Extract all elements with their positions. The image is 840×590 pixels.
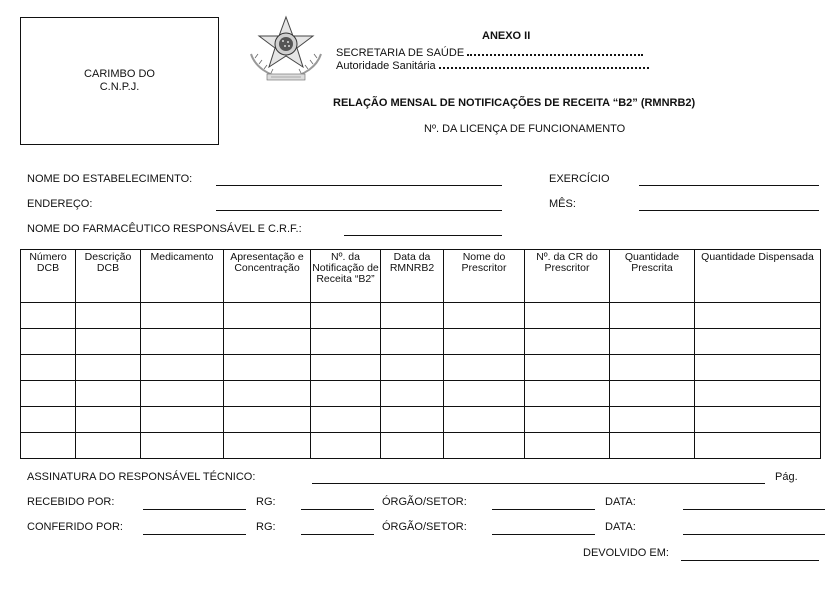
establishment-label: NOME DO ESTABELECIMENTO: (27, 173, 193, 185)
table-cell[interactable] (444, 433, 525, 459)
table-row (21, 329, 821, 355)
table-cell[interactable] (224, 407, 311, 433)
table-cell[interactable] (141, 407, 224, 433)
table-cell[interactable] (141, 355, 224, 381)
table-cell[interactable] (224, 303, 311, 329)
table-cell[interactable] (695, 381, 821, 407)
table-cell[interactable] (311, 381, 381, 407)
license-label: Nº. DA LICENÇA DE FUNCIONAMENTO (424, 123, 626, 135)
table-cell[interactable] (141, 329, 224, 355)
exercise-label: EXERCÍCIO (549, 173, 610, 185)
table-cell[interactable] (76, 407, 141, 433)
table-cell[interactable] (311, 329, 381, 355)
table-cell[interactable] (525, 407, 610, 433)
table-cell[interactable] (311, 407, 381, 433)
table-cell[interactable] (381, 303, 444, 329)
table-cell[interactable] (525, 381, 610, 407)
table-cell[interactable] (76, 329, 141, 355)
table-cell[interactable] (525, 433, 610, 459)
table-cell[interactable] (311, 355, 381, 381)
stamp-label-line1: CARIMBO DO (84, 68, 155, 80)
checked-rg-label: RG: (256, 521, 276, 533)
table-cell[interactable] (21, 329, 76, 355)
table-cell[interactable] (21, 407, 76, 433)
exercise-field[interactable] (639, 185, 819, 186)
checked-organ-label: ÓRGÃO/SETOR: (382, 521, 467, 533)
table-cell[interactable] (76, 355, 141, 381)
secretariat-label: SECRETARIA DE SAÚDE (336, 47, 465, 59)
annex-title: ANEXO II (482, 30, 531, 42)
cnpj-stamp-box (20, 17, 219, 145)
table-cell[interactable] (444, 355, 525, 381)
received-date-label: DATA: (605, 496, 636, 508)
checked-by-label: CONFERIDO POR: (27, 521, 123, 533)
address-field[interactable] (216, 210, 502, 211)
table-cell[interactable] (610, 407, 695, 433)
checked-by-field[interactable] (143, 534, 246, 535)
received-rg-label: RG: (256, 496, 276, 508)
secretariat-dotted-line (467, 46, 643, 56)
received-date-field[interactable] (683, 509, 825, 510)
table-cell[interactable] (76, 303, 141, 329)
establishment-field[interactable] (216, 185, 502, 186)
col-header: Número DCB (21, 250, 76, 303)
report-title: RELAÇÃO MENSAL DE NOTIFICAÇÕES DE RECEITA “B2” (RMNRB2) (333, 97, 696, 109)
table-cell[interactable] (695, 407, 821, 433)
table-row (21, 407, 821, 433)
table-cell[interactable] (141, 433, 224, 459)
secretariat-line (336, 46, 643, 60)
received-organ-label: ÓRGÃO/SETOR: (382, 496, 467, 508)
table-cell[interactable] (444, 407, 525, 433)
table-cell[interactable] (76, 381, 141, 407)
table-cell[interactable] (695, 355, 821, 381)
returned-label: DEVOLVIDO EM: (583, 547, 669, 559)
table-cell[interactable] (525, 329, 610, 355)
table-cell[interactable] (381, 407, 444, 433)
col-header: Nome do Prescritor (444, 250, 525, 303)
col-header: Descrição DCB (76, 250, 141, 303)
table-cell[interactable] (610, 355, 695, 381)
month-field[interactable] (639, 210, 819, 211)
table-cell[interactable] (21, 433, 76, 459)
signature-label: ASSINATURA DO RESPONSÁVEL TÉCNICO: (27, 471, 256, 483)
table-cell[interactable] (224, 381, 311, 407)
national-coat-of-arms-icon (245, 14, 327, 84)
received-by-field[interactable] (143, 509, 246, 510)
table-cell[interactable] (444, 381, 525, 407)
table-cell[interactable] (224, 433, 311, 459)
col-header: Nº. da Notificação de Receita “B2” (311, 250, 381, 303)
col-header: Apresentação e Concentração (224, 250, 311, 303)
table-cell[interactable] (444, 329, 525, 355)
table-cell[interactable] (610, 433, 695, 459)
table-row (21, 303, 821, 329)
table-cell[interactable] (21, 381, 76, 407)
col-header: Quantidade Dispensada (695, 250, 821, 303)
received-organ-field[interactable] (492, 509, 595, 510)
table-row (21, 433, 821, 459)
returned-field[interactable] (681, 560, 819, 561)
table-cell[interactable] (311, 303, 381, 329)
table-cell[interactable] (695, 433, 821, 459)
authority-line (336, 59, 649, 73)
col-header: Quantidade Prescrita (610, 250, 695, 303)
table-cell[interactable] (610, 329, 695, 355)
table-cell[interactable] (695, 329, 821, 355)
table-cell[interactable] (610, 381, 695, 407)
checked-date-field[interactable] (683, 534, 825, 535)
table-cell[interactable] (311, 433, 381, 459)
table-cell[interactable] (141, 303, 224, 329)
page-label: Pág. (775, 471, 798, 483)
authority-label: Autoridade Sanitária (336, 60, 436, 72)
table-cell[interactable] (381, 433, 444, 459)
table-cell[interactable] (224, 329, 311, 355)
table-cell[interactable] (525, 303, 610, 329)
authority-dotted-line (439, 59, 649, 69)
table-cell[interactable] (444, 303, 525, 329)
pharmacist-field[interactable] (344, 235, 502, 236)
col-header: Medicamento (141, 250, 224, 303)
checked-date-label: DATA: (605, 521, 636, 533)
table-cell[interactable] (141, 381, 224, 407)
received-rg-field[interactable] (301, 509, 374, 510)
checked-rg-field[interactable] (301, 534, 374, 535)
col-header: Nº. da CR do Prescritor (525, 250, 610, 303)
stamp-label-line2: C.N.P.J. (99, 81, 140, 93)
table-cell[interactable] (224, 355, 311, 381)
received-by-label: RECEBIDO POR: (27, 496, 115, 508)
table-cell[interactable] (381, 329, 444, 355)
notifications-table (20, 249, 821, 459)
table-row (21, 381, 821, 407)
checked-organ-field[interactable] (492, 534, 595, 535)
col-header: Data da RMNRB2 (381, 250, 444, 303)
table-cell[interactable] (525, 355, 610, 381)
pharmacist-label: NOME DO FARMACÊUTICO RESPONSÁVEL E C.R.F.: (27, 223, 302, 235)
table-cell[interactable] (76, 433, 141, 459)
table-cell[interactable] (381, 381, 444, 407)
table-cell[interactable] (21, 303, 76, 329)
table-header-row (21, 250, 821, 303)
table-cell[interactable] (695, 303, 821, 329)
month-label: MÊS: (549, 198, 576, 210)
table-cell[interactable] (21, 355, 76, 381)
table-cell[interactable] (610, 303, 695, 329)
table-cell[interactable] (381, 355, 444, 381)
address-label: ENDEREÇO: (27, 198, 93, 210)
table-row (21, 355, 821, 381)
signature-field[interactable] (312, 483, 765, 484)
